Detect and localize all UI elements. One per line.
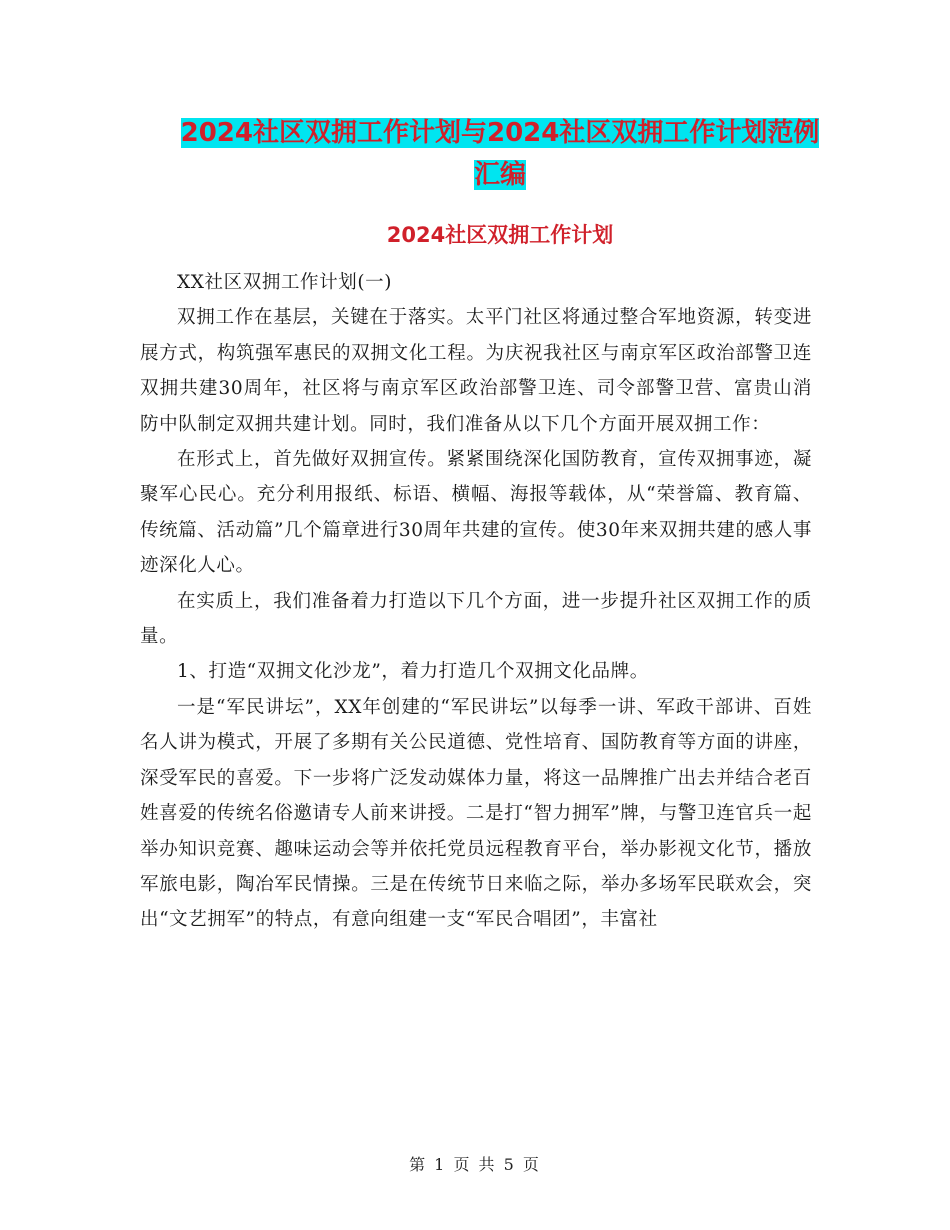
document-title-line-1: 2024社区双拥工作计划与2024社区双拥工作计划范例 — [180, 118, 820, 148]
document-title-line-2: 汇编 — [473, 160, 526, 190]
document-body — [140, 265, 812, 938]
paragraph: XX社区双拥工作计划(一) — [177, 272, 393, 293]
paragraph: 在形式上，首先做好双拥宣传。紧紧围绕深化国防教育，宣传双拥事迹，凝聚军心民心。充分利用报纸、标语、横幅、海报等载体，从“荣誉篇、教育篇、传统篇、活动篇”几个篇章进行30周年共建的宣传。使30年来双拥共建的感人事迹深化人心。 — [140, 449, 812, 577]
section-title: 2024社区双拥工作计划 — [386, 223, 614, 247]
paragraph: 双拥工作在基层，关键在于落实。太平门社区将通过整合军地资源，转变进展方式，构筑强军惠民的双拥文化工程。为庆祝我社区与南京军区政治部警卫连双拥共建30周年，社区将与南京军区政治部警卫连、司令部警卫营、富贵山消防中队制定双拥共建计划。同时，我们准备从以下几个方面开展双拥工作： — [140, 307, 812, 435]
page-footer: 第 1 页 共 5 页 — [409, 1155, 541, 1174]
paragraph: 1、打造“双拥文化沙龙”，着力打造几个双拥文化品牌。 — [177, 661, 649, 683]
document-title — [140, 112, 860, 196]
paragraph: 在实质上，我们准备着力打造以下几个方面，进一步提升社区双拥工作的质量。 — [140, 590, 812, 648]
paragraph: 一是“军民讲坛”，XX年创建的“军民讲坛”以每季一讲、军政干部讲、百姓名人讲为模式，开展了多期有关公民道德、党性培育、国防教育等方面的讲座，深受军民的喜爱。下一步将广泛发动媒体力量，将这一品牌推广出去并结合老百姓喜爱的传统名俗邀请专人前来讲授。二是打“智力拥军”牌，与警卫连官兵一起举办知识竞赛、趣味运动会等并依托党员远程教育平台，举办影视文化节，播放军旅电影，陶冶军民情操。三是在传统节日来临之际，举办多场军民联欢会，突出“文艺拥军”的特点，有意向组建一支“军民合唱团”，丰富社 — [140, 696, 812, 931]
